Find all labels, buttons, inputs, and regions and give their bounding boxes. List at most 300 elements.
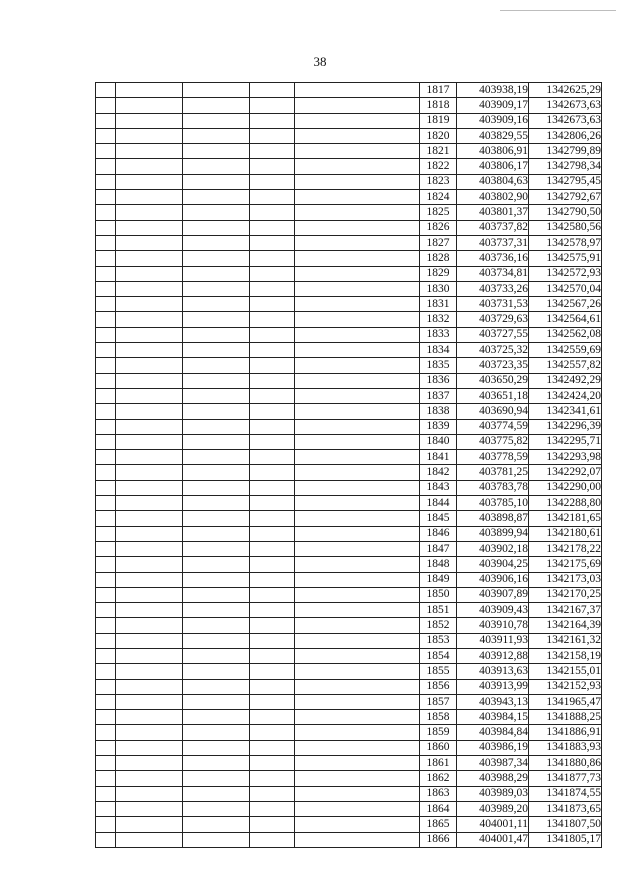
blank-cell-4 (250, 159, 295, 174)
y-coordinate-cell: 1341807,50 (529, 817, 602, 832)
y-coordinate-cell: 1342798,34 (529, 159, 602, 174)
y-coordinate-cell: 1342625,29 (529, 83, 602, 98)
table-row (96, 450, 602, 465)
blank-cell-4 (250, 205, 295, 220)
blank-cell-1 (96, 587, 116, 602)
blank-cell-2 (116, 251, 183, 266)
table-row (96, 633, 602, 648)
point-number-cell: 1823 (420, 174, 457, 189)
point-number-cell: 1836 (420, 373, 457, 388)
y-coordinate-cell: 1342161,32 (529, 633, 602, 648)
blank-cell-5 (295, 98, 420, 113)
point-number-cell: 1862 (420, 771, 457, 786)
coordinates-table (95, 82, 602, 848)
blank-cell-1 (96, 526, 116, 541)
blank-cell-2 (116, 297, 183, 312)
blank-cell-4 (250, 404, 295, 419)
point-number-cell: 1864 (420, 801, 457, 816)
x-coordinate-cell: 403778,59 (457, 450, 529, 465)
point-number-cell: 1833 (420, 327, 457, 342)
blank-cell-1 (96, 786, 116, 801)
blank-cell-5 (295, 419, 420, 434)
x-coordinate-cell: 403913,63 (457, 664, 529, 679)
blank-cell-5 (295, 388, 420, 403)
point-number-cell: 1853 (420, 633, 457, 648)
blank-cell-2 (116, 327, 183, 342)
table-row (96, 343, 602, 358)
table-row (96, 373, 602, 388)
blank-cell-5 (295, 756, 420, 771)
blank-cell-5 (295, 648, 420, 663)
y-coordinate-cell: 1342152,93 (529, 679, 602, 694)
y-coordinate-cell: 1342575,91 (529, 251, 602, 266)
x-coordinate-cell: 403986,19 (457, 740, 529, 755)
y-coordinate-cell: 1342158,19 (529, 648, 602, 663)
blank-cell-2 (116, 679, 183, 694)
y-coordinate-cell: 1341886,91 (529, 725, 602, 740)
blank-cell-3 (183, 648, 250, 663)
blank-cell-3 (183, 832, 250, 847)
blank-cell-3 (183, 190, 250, 205)
table-row (96, 297, 602, 312)
table-row (96, 113, 602, 128)
blank-cell-2 (116, 740, 183, 755)
y-coordinate-cell: 1342170,25 (529, 587, 602, 602)
blank-cell-3 (183, 220, 250, 235)
blank-cell-1 (96, 572, 116, 587)
blank-cell-3 (183, 557, 250, 572)
blank-cell-3 (183, 388, 250, 403)
point-number-cell: 1825 (420, 205, 457, 220)
blank-cell-4 (250, 526, 295, 541)
blank-cell-2 (116, 419, 183, 434)
x-coordinate-cell: 403785,10 (457, 496, 529, 511)
blank-cell-3 (183, 128, 250, 143)
point-number-cell: 1817 (420, 83, 457, 98)
blank-cell-1 (96, 297, 116, 312)
x-coordinate-cell: 404001,47 (457, 832, 529, 847)
blank-cell-2 (116, 572, 183, 587)
point-number-cell: 1829 (420, 266, 457, 281)
blank-cell-2 (116, 373, 183, 388)
blank-cell-5 (295, 725, 420, 740)
y-coordinate-cell: 1342295,71 (529, 434, 602, 449)
y-coordinate-cell: 1342790,50 (529, 205, 602, 220)
x-coordinate-cell: 403898,87 (457, 511, 529, 526)
point-number-cell: 1841 (420, 450, 457, 465)
blank-cell-4 (250, 587, 295, 602)
blank-cell-3 (183, 603, 250, 618)
blank-cell-5 (295, 404, 420, 419)
blank-cell-3 (183, 740, 250, 755)
blank-cell-3 (183, 725, 250, 740)
blank-cell-1 (96, 618, 116, 633)
blank-cell-3 (183, 159, 250, 174)
blank-cell-2 (116, 144, 183, 159)
blank-cell-4 (250, 694, 295, 709)
y-coordinate-cell: 1342296,39 (529, 419, 602, 434)
blank-cell-5 (295, 465, 420, 480)
blank-cell-4 (250, 480, 295, 495)
top-rule (500, 10, 616, 11)
blank-cell-4 (250, 128, 295, 143)
table-row (96, 434, 602, 449)
blank-cell-1 (96, 404, 116, 419)
blank-cell-5 (295, 618, 420, 633)
blank-cell-4 (250, 450, 295, 465)
point-number-cell: 1832 (420, 312, 457, 327)
point-number-cell: 1830 (420, 281, 457, 296)
x-coordinate-cell: 403806,17 (457, 159, 529, 174)
y-coordinate-cell: 1342572,93 (529, 266, 602, 281)
blank-cell-1 (96, 388, 116, 403)
y-coordinate-cell: 1342164,39 (529, 618, 602, 633)
blank-cell-5 (295, 801, 420, 816)
blank-cell-5 (295, 266, 420, 281)
table-row (96, 251, 602, 266)
x-coordinate-cell: 403731,53 (457, 297, 529, 312)
table-row (96, 618, 602, 633)
blank-cell-5 (295, 740, 420, 755)
x-coordinate-cell: 403909,16 (457, 113, 529, 128)
blank-cell-4 (250, 358, 295, 373)
blank-cell-4 (250, 541, 295, 556)
blank-cell-4 (250, 557, 295, 572)
blank-cell-3 (183, 266, 250, 281)
point-number-cell: 1844 (420, 496, 457, 511)
blank-cell-2 (116, 205, 183, 220)
table-row (96, 756, 602, 771)
x-coordinate-cell: 403909,17 (457, 98, 529, 113)
blank-cell-1 (96, 128, 116, 143)
x-coordinate-cell: 403989,03 (457, 786, 529, 801)
blank-cell-3 (183, 98, 250, 113)
blank-cell-5 (295, 220, 420, 235)
table-row (96, 144, 602, 159)
blank-cell-3 (183, 235, 250, 250)
blank-cell-3 (183, 373, 250, 388)
blank-cell-1 (96, 205, 116, 220)
y-coordinate-cell: 1341965,47 (529, 694, 602, 709)
point-number-cell: 1854 (420, 648, 457, 663)
point-number-cell: 1866 (420, 832, 457, 847)
blank-cell-1 (96, 373, 116, 388)
y-coordinate-cell: 1341880,86 (529, 756, 602, 771)
point-number-cell: 1846 (420, 526, 457, 541)
blank-cell-5 (295, 434, 420, 449)
blank-cell-2 (116, 541, 183, 556)
x-coordinate-cell: 403988,29 (457, 771, 529, 786)
blank-cell-2 (116, 235, 183, 250)
blank-cell-3 (183, 801, 250, 816)
point-number-cell: 1839 (420, 419, 457, 434)
y-coordinate-cell: 1342293,98 (529, 450, 602, 465)
table-row (96, 388, 602, 403)
blank-cell-2 (116, 465, 183, 480)
blank-cell-1 (96, 740, 116, 755)
blank-cell-3 (183, 83, 250, 98)
x-coordinate-cell: 403984,15 (457, 710, 529, 725)
blank-cell-2 (116, 434, 183, 449)
blank-cell-1 (96, 281, 116, 296)
table-row (96, 603, 602, 618)
blank-cell-1 (96, 251, 116, 266)
blank-cell-1 (96, 710, 116, 725)
blank-cell-1 (96, 832, 116, 847)
blank-cell-5 (295, 679, 420, 694)
blank-cell-3 (183, 756, 250, 771)
blank-cell-1 (96, 725, 116, 740)
y-coordinate-cell: 1341877,73 (529, 771, 602, 786)
point-number-cell: 1852 (420, 618, 457, 633)
blank-cell-4 (250, 664, 295, 679)
table-row (96, 817, 602, 832)
blank-cell-4 (250, 144, 295, 159)
blank-cell-3 (183, 710, 250, 725)
x-coordinate-cell: 404001,11 (457, 817, 529, 832)
table-row (96, 266, 602, 281)
blank-cell-2 (116, 618, 183, 633)
point-number-cell: 1858 (420, 710, 457, 725)
page-number: 38 (313, 54, 327, 69)
table-row (96, 511, 602, 526)
blank-cell-2 (116, 98, 183, 113)
point-number-cell: 1834 (420, 343, 457, 358)
blank-cell-4 (250, 817, 295, 832)
table-row (96, 679, 602, 694)
blank-cell-4 (250, 83, 295, 98)
point-number-cell: 1822 (420, 159, 457, 174)
y-coordinate-cell: 1342570,04 (529, 281, 602, 296)
blank-cell-3 (183, 541, 250, 556)
blank-cell-4 (250, 679, 295, 694)
table-row (96, 190, 602, 205)
point-number-cell: 1848 (420, 557, 457, 572)
y-coordinate-cell: 1342492,29 (529, 373, 602, 388)
blank-cell-4 (250, 465, 295, 480)
x-coordinate-cell: 403802,90 (457, 190, 529, 205)
table-row (96, 526, 602, 541)
blank-cell-3 (183, 281, 250, 296)
blank-cell-3 (183, 572, 250, 587)
blank-cell-1 (96, 801, 116, 816)
table-row (96, 572, 602, 587)
blank-cell-3 (183, 450, 250, 465)
table-row (96, 281, 602, 296)
blank-cell-4 (250, 220, 295, 235)
blank-cell-2 (116, 174, 183, 189)
y-coordinate-cell: 1342567,26 (529, 297, 602, 312)
x-coordinate-cell: 403984,84 (457, 725, 529, 740)
y-coordinate-cell: 1342673,63 (529, 98, 602, 113)
blank-cell-2 (116, 312, 183, 327)
blank-cell-1 (96, 159, 116, 174)
y-coordinate-cell: 1342806,26 (529, 128, 602, 143)
point-number-cell: 1838 (420, 404, 457, 419)
y-coordinate-cell: 1341805,17 (529, 832, 602, 847)
table-row (96, 312, 602, 327)
table-row (96, 174, 602, 189)
y-coordinate-cell: 1342557,82 (529, 358, 602, 373)
blank-cell-1 (96, 327, 116, 342)
blank-cell-4 (250, 419, 295, 434)
table-row (96, 419, 602, 434)
blank-cell-5 (295, 343, 420, 358)
point-number-cell: 1849 (420, 572, 457, 587)
point-number-cell: 1837 (420, 388, 457, 403)
x-coordinate-cell: 403774,59 (457, 419, 529, 434)
y-coordinate-cell: 1342292,07 (529, 465, 602, 480)
blank-cell-5 (295, 496, 420, 511)
blank-cell-5 (295, 83, 420, 98)
blank-cell-3 (183, 694, 250, 709)
blank-cell-5 (295, 511, 420, 526)
blank-cell-3 (183, 480, 250, 495)
blank-cell-4 (250, 373, 295, 388)
blank-cell-4 (250, 771, 295, 786)
blank-cell-5 (295, 312, 420, 327)
blank-cell-1 (96, 220, 116, 235)
y-coordinate-cell: 1342181,65 (529, 511, 602, 526)
blank-cell-1 (96, 174, 116, 189)
blank-cell-1 (96, 557, 116, 572)
blank-cell-4 (250, 113, 295, 128)
coordinates-table-body (96, 83, 602, 848)
y-coordinate-cell: 1341888,25 (529, 710, 602, 725)
blank-cell-2 (116, 603, 183, 618)
blank-cell-1 (96, 419, 116, 434)
blank-cell-2 (116, 113, 183, 128)
blank-cell-3 (183, 465, 250, 480)
x-coordinate-cell: 403781,25 (457, 465, 529, 480)
blank-cell-5 (295, 526, 420, 541)
point-number-cell: 1820 (420, 128, 457, 143)
x-coordinate-cell: 403737,31 (457, 235, 529, 250)
blank-cell-1 (96, 113, 116, 128)
table-row (96, 83, 602, 98)
blank-cell-2 (116, 664, 183, 679)
point-number-cell: 1856 (420, 679, 457, 694)
x-coordinate-cell: 403906,16 (457, 572, 529, 587)
blank-cell-3 (183, 633, 250, 648)
blank-cell-5 (295, 541, 420, 556)
y-coordinate-cell: 1342288,80 (529, 496, 602, 511)
blank-cell-4 (250, 725, 295, 740)
blank-cell-5 (295, 817, 420, 832)
blank-cell-2 (116, 388, 183, 403)
blank-cell-4 (250, 190, 295, 205)
blank-cell-4 (250, 603, 295, 618)
x-coordinate-cell: 403829,55 (457, 128, 529, 143)
blank-cell-1 (96, 450, 116, 465)
blank-cell-4 (250, 511, 295, 526)
blank-cell-3 (183, 358, 250, 373)
blank-cell-2 (116, 480, 183, 495)
blank-cell-5 (295, 450, 420, 465)
blank-cell-4 (250, 266, 295, 281)
blank-cell-2 (116, 159, 183, 174)
blank-cell-3 (183, 251, 250, 266)
blank-cell-5 (295, 572, 420, 587)
table-row (96, 327, 602, 342)
blank-cell-1 (96, 312, 116, 327)
blank-cell-1 (96, 817, 116, 832)
x-coordinate-cell: 403734,81 (457, 266, 529, 281)
blank-cell-1 (96, 679, 116, 694)
x-coordinate-cell: 403943,13 (457, 694, 529, 709)
blank-cell-5 (295, 297, 420, 312)
y-coordinate-cell: 1342175,69 (529, 557, 602, 572)
x-coordinate-cell: 403902,18 (457, 541, 529, 556)
blank-cell-4 (250, 388, 295, 403)
x-coordinate-cell: 403907,89 (457, 587, 529, 602)
blank-cell-4 (250, 756, 295, 771)
x-coordinate-cell: 403651,18 (457, 388, 529, 403)
blank-cell-3 (183, 511, 250, 526)
point-number-cell: 1863 (420, 786, 457, 801)
table-row (96, 220, 602, 235)
blank-cell-2 (116, 786, 183, 801)
blank-cell-5 (295, 664, 420, 679)
blank-cell-5 (295, 832, 420, 847)
y-coordinate-cell: 1342562,08 (529, 327, 602, 342)
y-coordinate-cell: 1342564,61 (529, 312, 602, 327)
blank-cell-5 (295, 128, 420, 143)
blank-cell-5 (295, 190, 420, 205)
blank-cell-4 (250, 235, 295, 250)
blank-cell-1 (96, 633, 116, 648)
y-coordinate-cell: 1342559,69 (529, 343, 602, 358)
x-coordinate-cell: 403806,91 (457, 144, 529, 159)
blank-cell-3 (183, 679, 250, 694)
table-row (96, 496, 602, 511)
blank-cell-4 (250, 572, 295, 587)
y-coordinate-cell: 1342155,01 (529, 664, 602, 679)
blank-cell-4 (250, 648, 295, 663)
blank-cell-5 (295, 358, 420, 373)
y-coordinate-cell: 1342167,37 (529, 603, 602, 618)
blank-cell-3 (183, 618, 250, 633)
table-row (96, 205, 602, 220)
blank-cell-3 (183, 327, 250, 342)
table-row (96, 832, 602, 847)
point-number-cell: 1818 (420, 98, 457, 113)
blank-cell-2 (116, 832, 183, 847)
table-row (96, 358, 602, 373)
blank-cell-4 (250, 786, 295, 801)
blank-cell-1 (96, 694, 116, 709)
blank-cell-1 (96, 496, 116, 511)
blank-cell-1 (96, 343, 116, 358)
blank-cell-3 (183, 113, 250, 128)
x-coordinate-cell: 403904,25 (457, 557, 529, 572)
y-coordinate-cell: 1342178,22 (529, 541, 602, 556)
blank-cell-1 (96, 266, 116, 281)
x-coordinate-cell: 403909,43 (457, 603, 529, 618)
blank-cell-2 (116, 190, 183, 205)
blank-cell-2 (116, 404, 183, 419)
x-coordinate-cell: 403650,29 (457, 373, 529, 388)
x-coordinate-cell: 403690,94 (457, 404, 529, 419)
blank-cell-2 (116, 511, 183, 526)
table-row (96, 786, 602, 801)
y-coordinate-cell: 1342578,97 (529, 235, 602, 250)
table-row (96, 159, 602, 174)
x-coordinate-cell: 403725,32 (457, 343, 529, 358)
blank-cell-2 (116, 756, 183, 771)
blank-cell-5 (295, 786, 420, 801)
blank-cell-2 (116, 694, 183, 709)
